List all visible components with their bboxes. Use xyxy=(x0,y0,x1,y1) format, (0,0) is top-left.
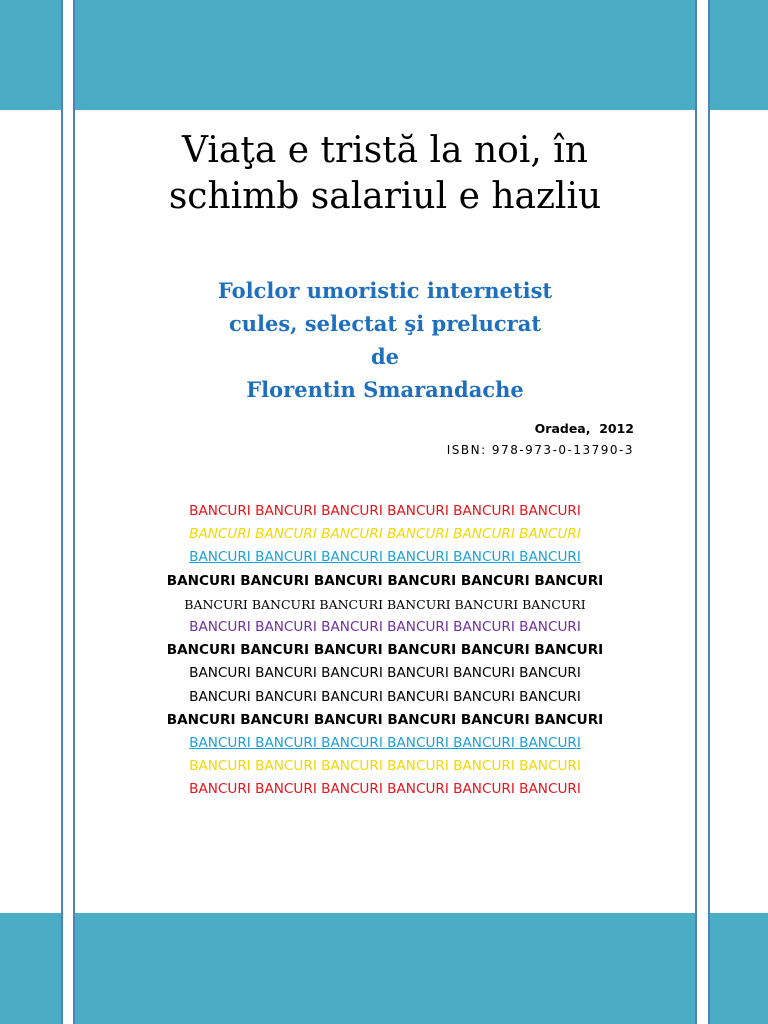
jokes-line: BANCURI BANCURI BANCURI BANCURI BANCURI BANCURI xyxy=(166,572,604,589)
jokes-line: BANCURI BANCURI BANCURI BANCURI BANCURI BANCURI xyxy=(189,688,581,705)
jokes-word-block xyxy=(74,500,696,801)
subtitle-line-3: de xyxy=(370,344,400,369)
jokes-line: BANCURI BANCURI BANCURI BANCURI BANCURI BANCURI xyxy=(189,781,581,798)
bottom-left-band xyxy=(0,913,62,1024)
top-left-band xyxy=(0,0,62,110)
top-right-band xyxy=(709,0,768,110)
jokes-line: BANCURI BANCURI BANCURI BANCURI BANCURI BANCURI xyxy=(189,618,581,635)
jokes-line: BANCURI BANCURI BANCURI BANCURI BANCURI BANCURI xyxy=(184,596,586,612)
place-and-year: Oradea, 2012 xyxy=(534,421,634,436)
subtitle-line-2: cules, selectat şi prelucrat xyxy=(228,311,542,336)
author-name: Florentin Smarandache xyxy=(246,377,524,402)
book-subtitle xyxy=(74,274,696,406)
book-title-line-2: schimb salariul e hazliu xyxy=(168,176,602,217)
subtitle-line-1: Folclor umoristic internetist xyxy=(217,278,553,303)
jokes-line: BANCURI BANCURI BANCURI BANCURI BANCURI BANCURI xyxy=(189,758,581,775)
bottom-right-band xyxy=(709,913,768,1024)
jokes-line: BANCURI BANCURI BANCURI BANCURI BANCURI BANCURI xyxy=(189,734,581,751)
left-outer-border-line xyxy=(61,0,63,1024)
jokes-line: BANCURI BANCURI BANCURI BANCURI BANCURI BANCURI xyxy=(166,642,604,659)
jokes-line: BANCURI BANCURI BANCURI BANCURI BANCURI BANCURI xyxy=(189,503,581,519)
jokes-line: BANCURI BANCURI BANCURI BANCURI BANCURI BANCURI xyxy=(189,549,581,566)
jokes-line: BANCURI BANCURI BANCURI BANCURI BANCURI BANCURI xyxy=(189,526,581,543)
top-center-band xyxy=(74,0,696,110)
jokes-line: BANCURI BANCURI BANCURI BANCURI BANCURI BANCURI xyxy=(166,711,604,728)
right-outer-border-line xyxy=(708,0,710,1024)
bottom-center-band xyxy=(74,913,696,1024)
book-title xyxy=(74,128,696,220)
book-title-line-1: Viaţa e tristă la noi, în xyxy=(182,130,588,171)
jokes-line: BANCURI BANCURI BANCURI BANCURI BANCURI BANCURI xyxy=(189,665,581,682)
isbn: ISBN: 978-973-0-13790-3 xyxy=(446,443,634,457)
